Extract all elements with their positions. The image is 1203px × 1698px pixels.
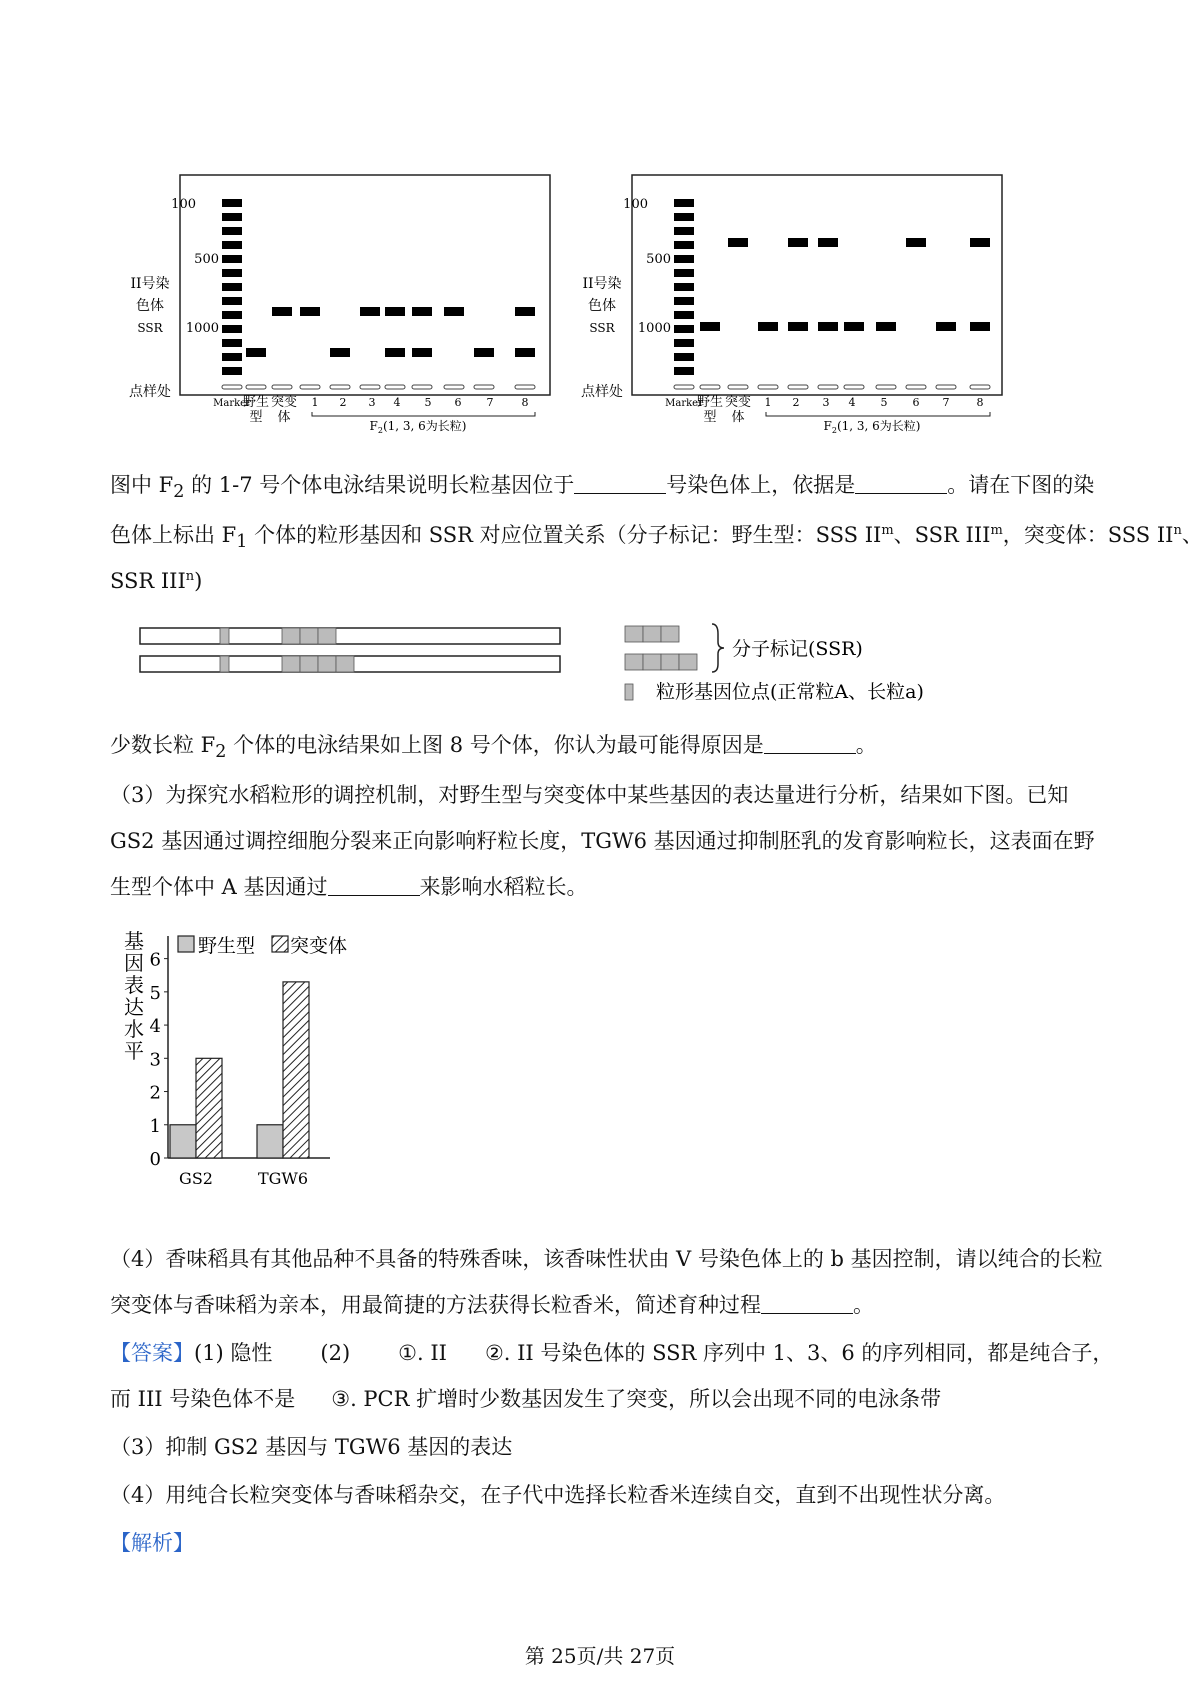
gel-left-marker-ladder [222, 199, 242, 375]
gel-left-lane-mut-sub: 体 [277, 410, 291, 425]
chart-tick-label: 2 [149, 1082, 161, 1104]
gel-left-lane-7: 7 [486, 396, 494, 409]
legend-wild-label: 野生型 [198, 935, 256, 957]
gel-right-side-label-3: SSR [589, 321, 615, 335]
gel-right-origin-label: 点样处 [581, 384, 623, 400]
chart-ylabel [124, 929, 144, 1063]
gel-right-lane-wild-sub: 型 [703, 410, 717, 425]
chart-xlabels [179, 1169, 308, 1188]
gel-right-lane-2: 2 [792, 396, 800, 409]
chromosome-bottom[interactable] [140, 656, 560, 672]
chart-tick-label: 6 [149, 949, 161, 971]
chart-xlabel-tgw6: TGW6 [257, 1169, 309, 1188]
gel-right-bands [700, 238, 990, 331]
legend-wild-swatch [178, 936, 194, 952]
answer-blank-5[interactable] [761, 1289, 853, 1314]
gel-figures [0, 0, 1200, 435]
answer-line-4: （4）用纯合长粒突变体与香味稻杂交，在子代中选择长粒香米连续自交，直到不出现性状分离。 [110, 1483, 1006, 1507]
answer-blank-1[interactable] [574, 469, 666, 494]
gel-left-wells [222, 385, 535, 389]
chart-ylabel-text: 基因表达水平 [124, 929, 144, 1063]
question-3-line-2: GS2 基因通过调控细胞分裂来正向影响籽粒长度，TGW6 基因通过抑制胚乳的发育影响粒长，这表面在野 [110, 829, 1095, 853]
chart-bar-gs2-wild [170, 1125, 196, 1158]
gel-right [581, 175, 1002, 435]
gel-right-lane-mut-sub: 体 [731, 410, 745, 425]
chart-bar-tgw6-wild [257, 1125, 283, 1158]
gel-right-marker-ladder [674, 199, 694, 375]
gel-left-ylabel-1000: 1000 [185, 321, 219, 336]
question-4-line-2: 突变体与香味稻为亲本，用最简捷的方法获得长粒香米，简述育种过程 。 [110, 1282, 1100, 1328]
answer-line-2: 而 III 号染色体不是 ③. PCR 扩增时少数基因发生了突变，所以会出现不同的电泳条带 [110, 1387, 942, 1411]
legend-gene-label: 粒形基因位点(正常粒A、长粒a) [656, 681, 924, 703]
chart-bar-gs2-mutant [196, 1058, 222, 1158]
legend-gene-swatch [625, 684, 633, 700]
gel-right-ylabel-1000: 1000 [637, 321, 671, 336]
expression-bar-chart [110, 930, 410, 1210]
gel-right-lane-8: 8 [976, 396, 984, 409]
legend-mutant-swatch [272, 936, 288, 952]
answer-blank-4[interactable] [328, 871, 420, 896]
gel-right-ylabel-500: 500 [646, 252, 671, 267]
gel-right-group-bracket [766, 412, 990, 416]
gel-left-lane-wild-sub: 型 [249, 410, 263, 425]
gel-left-lane-wild: 野生 [242, 395, 270, 410]
gel-right-lane-mut: 突变 [724, 395, 752, 410]
chart-bars [170, 982, 309, 1158]
gel-left-lane-1: 1 [311, 396, 319, 409]
answer-line-1: 【答案】(1) 隐性 (2) ①. II ②. II 号染色体的 SSR 序列中 1、3、6 的序列相同，都是纯合子， [110, 1341, 1114, 1365]
gel-right-lane-7: 7 [942, 396, 950, 409]
page-footer: 第 25页/共 27页 [524, 1644, 676, 1668]
question-3-line-3: 生型个体中 A 基因通过 来影响水稻粒长。 [110, 864, 1100, 910]
gel-left-side-label-3: SSR [137, 321, 163, 335]
chart-legend [178, 935, 347, 957]
chart-tick-label: 5 [149, 982, 161, 1004]
chart-xlabel-gs2: GS2 [179, 1169, 213, 1188]
gel-left-ylabel-500: 500 [194, 252, 219, 267]
analysis-label: 【解析】 [110, 1531, 194, 1555]
gel-left-bands [246, 307, 535, 357]
gel-left-group-bracket [312, 412, 535, 416]
gel-left-side-label-1: II号染 [130, 276, 170, 292]
gel-right-ylabel-100: 100 [623, 197, 648, 212]
gel-left-origin-label: 点样处 [129, 384, 171, 400]
chromosome-diagram [120, 620, 940, 710]
gel-right-side-label-2: 色体 [588, 298, 616, 314]
chromosome-top[interactable] [140, 628, 560, 644]
legend-brace-icon [712, 624, 724, 672]
gel-left-lane-8: 8 [521, 396, 529, 409]
legend-ssr-label: 分子标记(SSR) [732, 638, 863, 660]
chart-tick-label: 1 [149, 1115, 161, 1137]
question-3-line-1: （3）为探究水稻粒形的调控机制，对野生型与突变体中某些基因的表达量进行分析，结果如下图。已知 [110, 783, 1069, 807]
gel-left-lane-marker: Marker [213, 398, 251, 409]
legend-mutant-label: 突变体 [290, 935, 348, 957]
gel-right-lane-6: 6 [912, 396, 920, 409]
paragraph-2: 色体上标出 $F_1$ 个体的粒形基因和 SSR 对应位置关系（分子标记：野生型：SSS $II^m$、SSR III$^m$，突变体：SSS $II^n$、 [110, 523, 1203, 553]
gel-right-lane-4: 4 [848, 396, 856, 409]
gel-left-ylabel-100: 100 [171, 197, 196, 212]
gel-left-lane-5: 5 [424, 396, 432, 409]
gel-left-lane-4: 4 [393, 396, 401, 409]
gel-left-lane-3: 3 [368, 396, 376, 409]
gel-left [129, 175, 550, 435]
gel-right-group-label: $F_2(1$, 3, 6为长粒) [823, 419, 921, 435]
chart-tick-label: 3 [149, 1049, 161, 1071]
chart-tick-label: 0 [149, 1149, 161, 1170]
gel-left-lane-6: 6 [454, 396, 462, 409]
chart-tick-label: 4 [149, 1016, 161, 1038]
question-4-line-1: （4）香味稻具有其他品种不具备的特殊香味，该香味性状由 V 号染色体上的 b 基因控制，请以纯合的长粒 [110, 1247, 1103, 1271]
chart-bar-tgw6-mutant [283, 982, 309, 1158]
paragraph-4: 少数长粒 $F_2$ 个体的电泳结果如上图 8 号个体，你认为最可能得原因是 。 [110, 722, 1100, 775]
gel-right-lane-1: 1 [764, 396, 772, 409]
gel-right-lane-3: 3 [822, 396, 830, 409]
legend-ssr-swatch [625, 626, 697, 670]
answer-line-3: （3）抑制 GS2 基因与 TGW6 基因的表达 [110, 1435, 513, 1459]
chart-ticks [150, 950, 168, 1170]
answer-blank-3[interactable] [764, 729, 856, 754]
gel-left-lane-mut: 突变 [270, 395, 298, 410]
gel-right-lane-wild: 野生 [696, 395, 724, 410]
gel-left-side-label-2: 色体 [136, 298, 164, 314]
paragraph-3: SSR III$^n$) [110, 569, 203, 593]
gel-left-group-label: $F_2(1$, 3, 6为长粒) [369, 419, 467, 435]
gel-right-side-label-1: II号染 [582, 276, 622, 292]
paragraph-1: 图中 $F_2$ 的 1-7 号个体电泳结果说明长粒基因位于 号染色体上，依据是 。请在下图的染 [110, 462, 1100, 515]
gel-right-lane-marker: Marker [665, 398, 703, 409]
gel-right-wells [674, 385, 990, 389]
gel-left-lane-2: 2 [339, 396, 347, 409]
answer-blank-2[interactable] [855, 469, 947, 494]
answer-label: 【答案】 [110, 1341, 194, 1365]
gel-right-lane-5: 5 [880, 396, 888, 409]
